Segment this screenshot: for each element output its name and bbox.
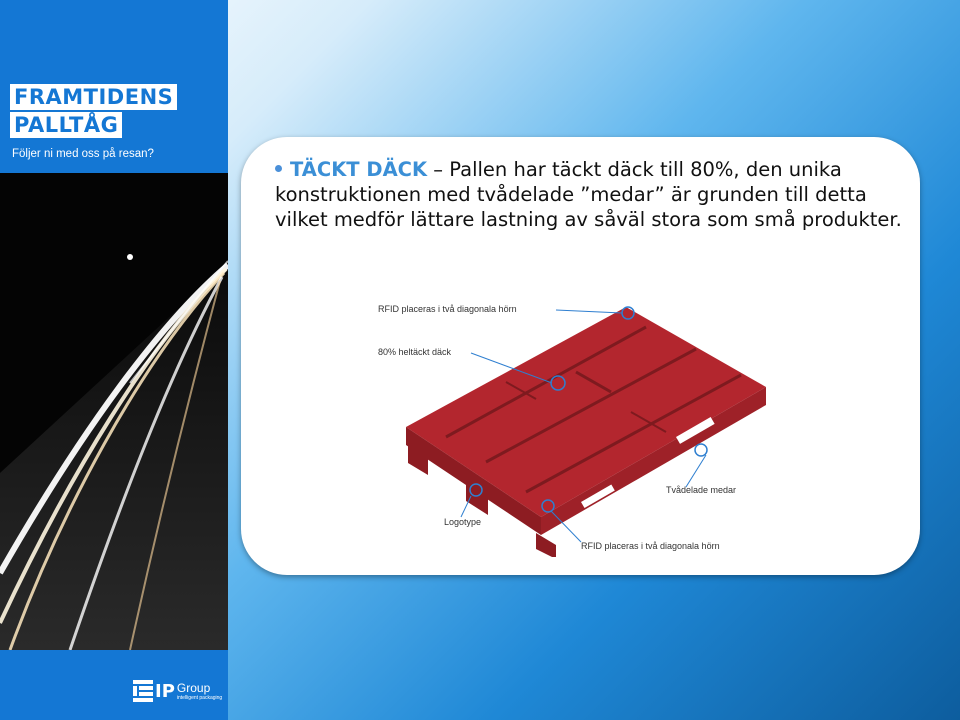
- label-rfid-top: RFID placeras i två diagonala hörn: [378, 304, 517, 314]
- pallet-diagram: [376, 287, 786, 557]
- label-rfid-bottom: RFID placeras i två diagonala hörn: [581, 541, 720, 551]
- logo-subtitle: intelligent packaging: [176, 695, 223, 701]
- label-logotype: Logotype: [444, 517, 482, 527]
- night-highway-photo: [0, 173, 228, 650]
- brand-title-line1: FRAMTIDENS: [10, 84, 177, 110]
- bullet-paragraph: [275, 157, 920, 232]
- light-trails-image: [0, 173, 228, 650]
- logo-name: Group: [176, 681, 211, 695]
- ipgroup-logo: [133, 680, 222, 702]
- label-deck: 80% heltäckt däck: [378, 347, 452, 357]
- left-brand-panel: [0, 0, 228, 720]
- label-runners: Tvådelade medar: [666, 485, 737, 495]
- logo-mark: IP: [155, 680, 175, 702]
- pallet-illustration: [376, 287, 786, 557]
- brand-tagline: Följer ni med oss på resan?: [12, 148, 154, 160]
- brand-title-line2: PALLTÅG: [10, 112, 122, 138]
- content-card: [241, 137, 920, 575]
- paragraph-heading: TÄCKT DÄCK: [290, 158, 428, 181]
- logo-text: [177, 681, 222, 701]
- logo-bars-icon: [133, 680, 153, 702]
- paragraph-body: – Pallen har täckt däck till 80%, den unika konstruktionen med tvådelade ”medar” är grunden till detta vilket medför lättare lastning av såväl stora som små produkter.: [275, 158, 902, 231]
- bullet-icon: [275, 165, 282, 172]
